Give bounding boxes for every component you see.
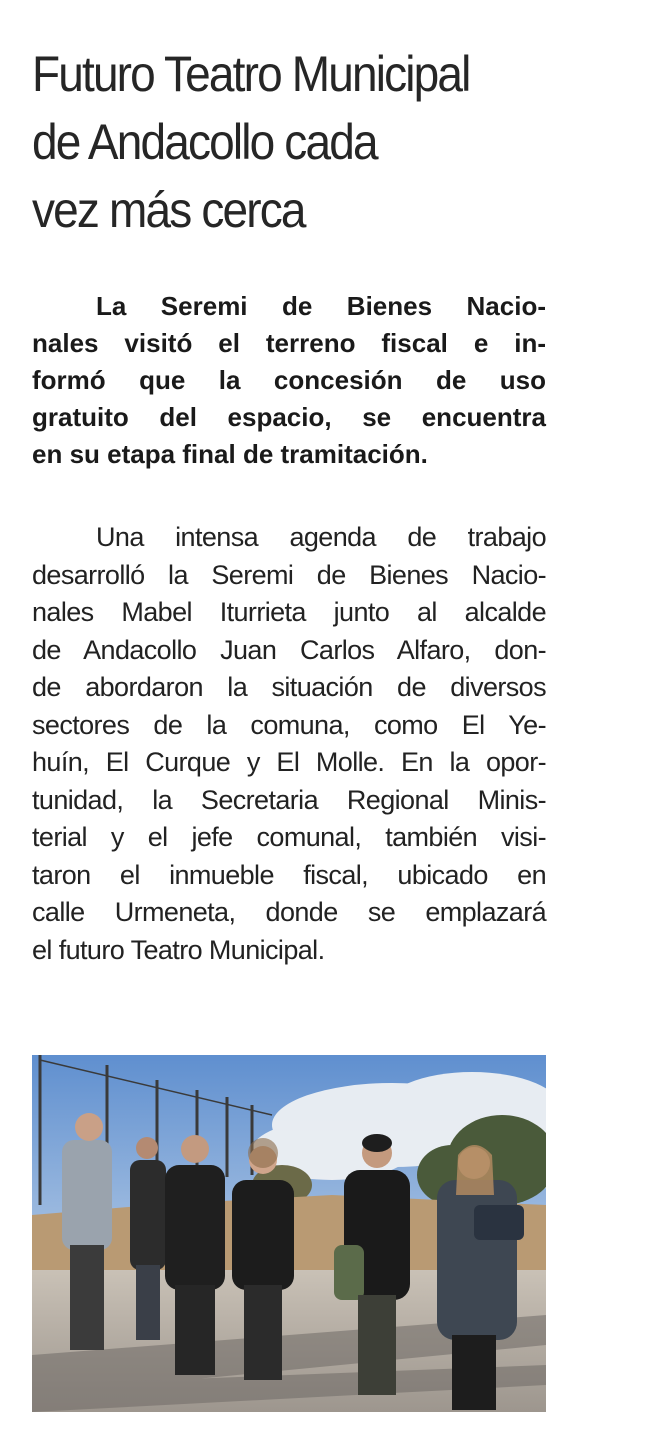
body-line: sectores de la comuna, como El Ye- [32,709,546,740]
body-line: desarrolló la Seremi de Bienes Nacio- [32,559,546,590]
lead-line: formó que la concesión de uso [32,365,546,395]
body-line: de abordaron la situación de diversos [32,672,546,702]
lead-line: La Seremi de Bienes Nacio- [96,291,546,321]
lead-line: nales visitó el terreno fiscal e in- [32,328,546,358]
body-line: nales Mabel Iturrieta junto al alcalde [32,597,546,627]
body-line: tunidad, la Secretaria Regional Minis- [32,784,546,815]
photo-illustration [32,1055,546,1412]
body-line: calle Urmeneta, donde se emplazará [32,897,546,927]
article-headline [32,40,547,244]
article-body [32,519,546,969]
lead-line: en su etapa final de tramitación. [32,439,428,469]
article-photo [32,1055,546,1412]
news-article [32,40,546,969]
headline-line: de Andacollo cada [32,114,377,170]
body-line: taron el inmueble fiscal, ubicado en [32,859,546,890]
body-line: huín, El Curque y El Molle. En la opor- [32,747,546,777]
article-lead [32,288,546,473]
body-line: de Andacollo Juan Carlos Alfaro, don- [32,634,546,665]
headline-line: vez más cerca [32,182,305,238]
body-line: terial y el jefe comunal, también visi- [32,822,546,852]
body-line: Una intensa agenda de trabajo [96,522,546,552]
headline-line: Futuro Teatro Municipal [32,46,470,102]
body-line: el futuro Teatro Municipal. [32,934,325,965]
lead-line: gratuito del espacio, se encuentra [32,402,546,432]
